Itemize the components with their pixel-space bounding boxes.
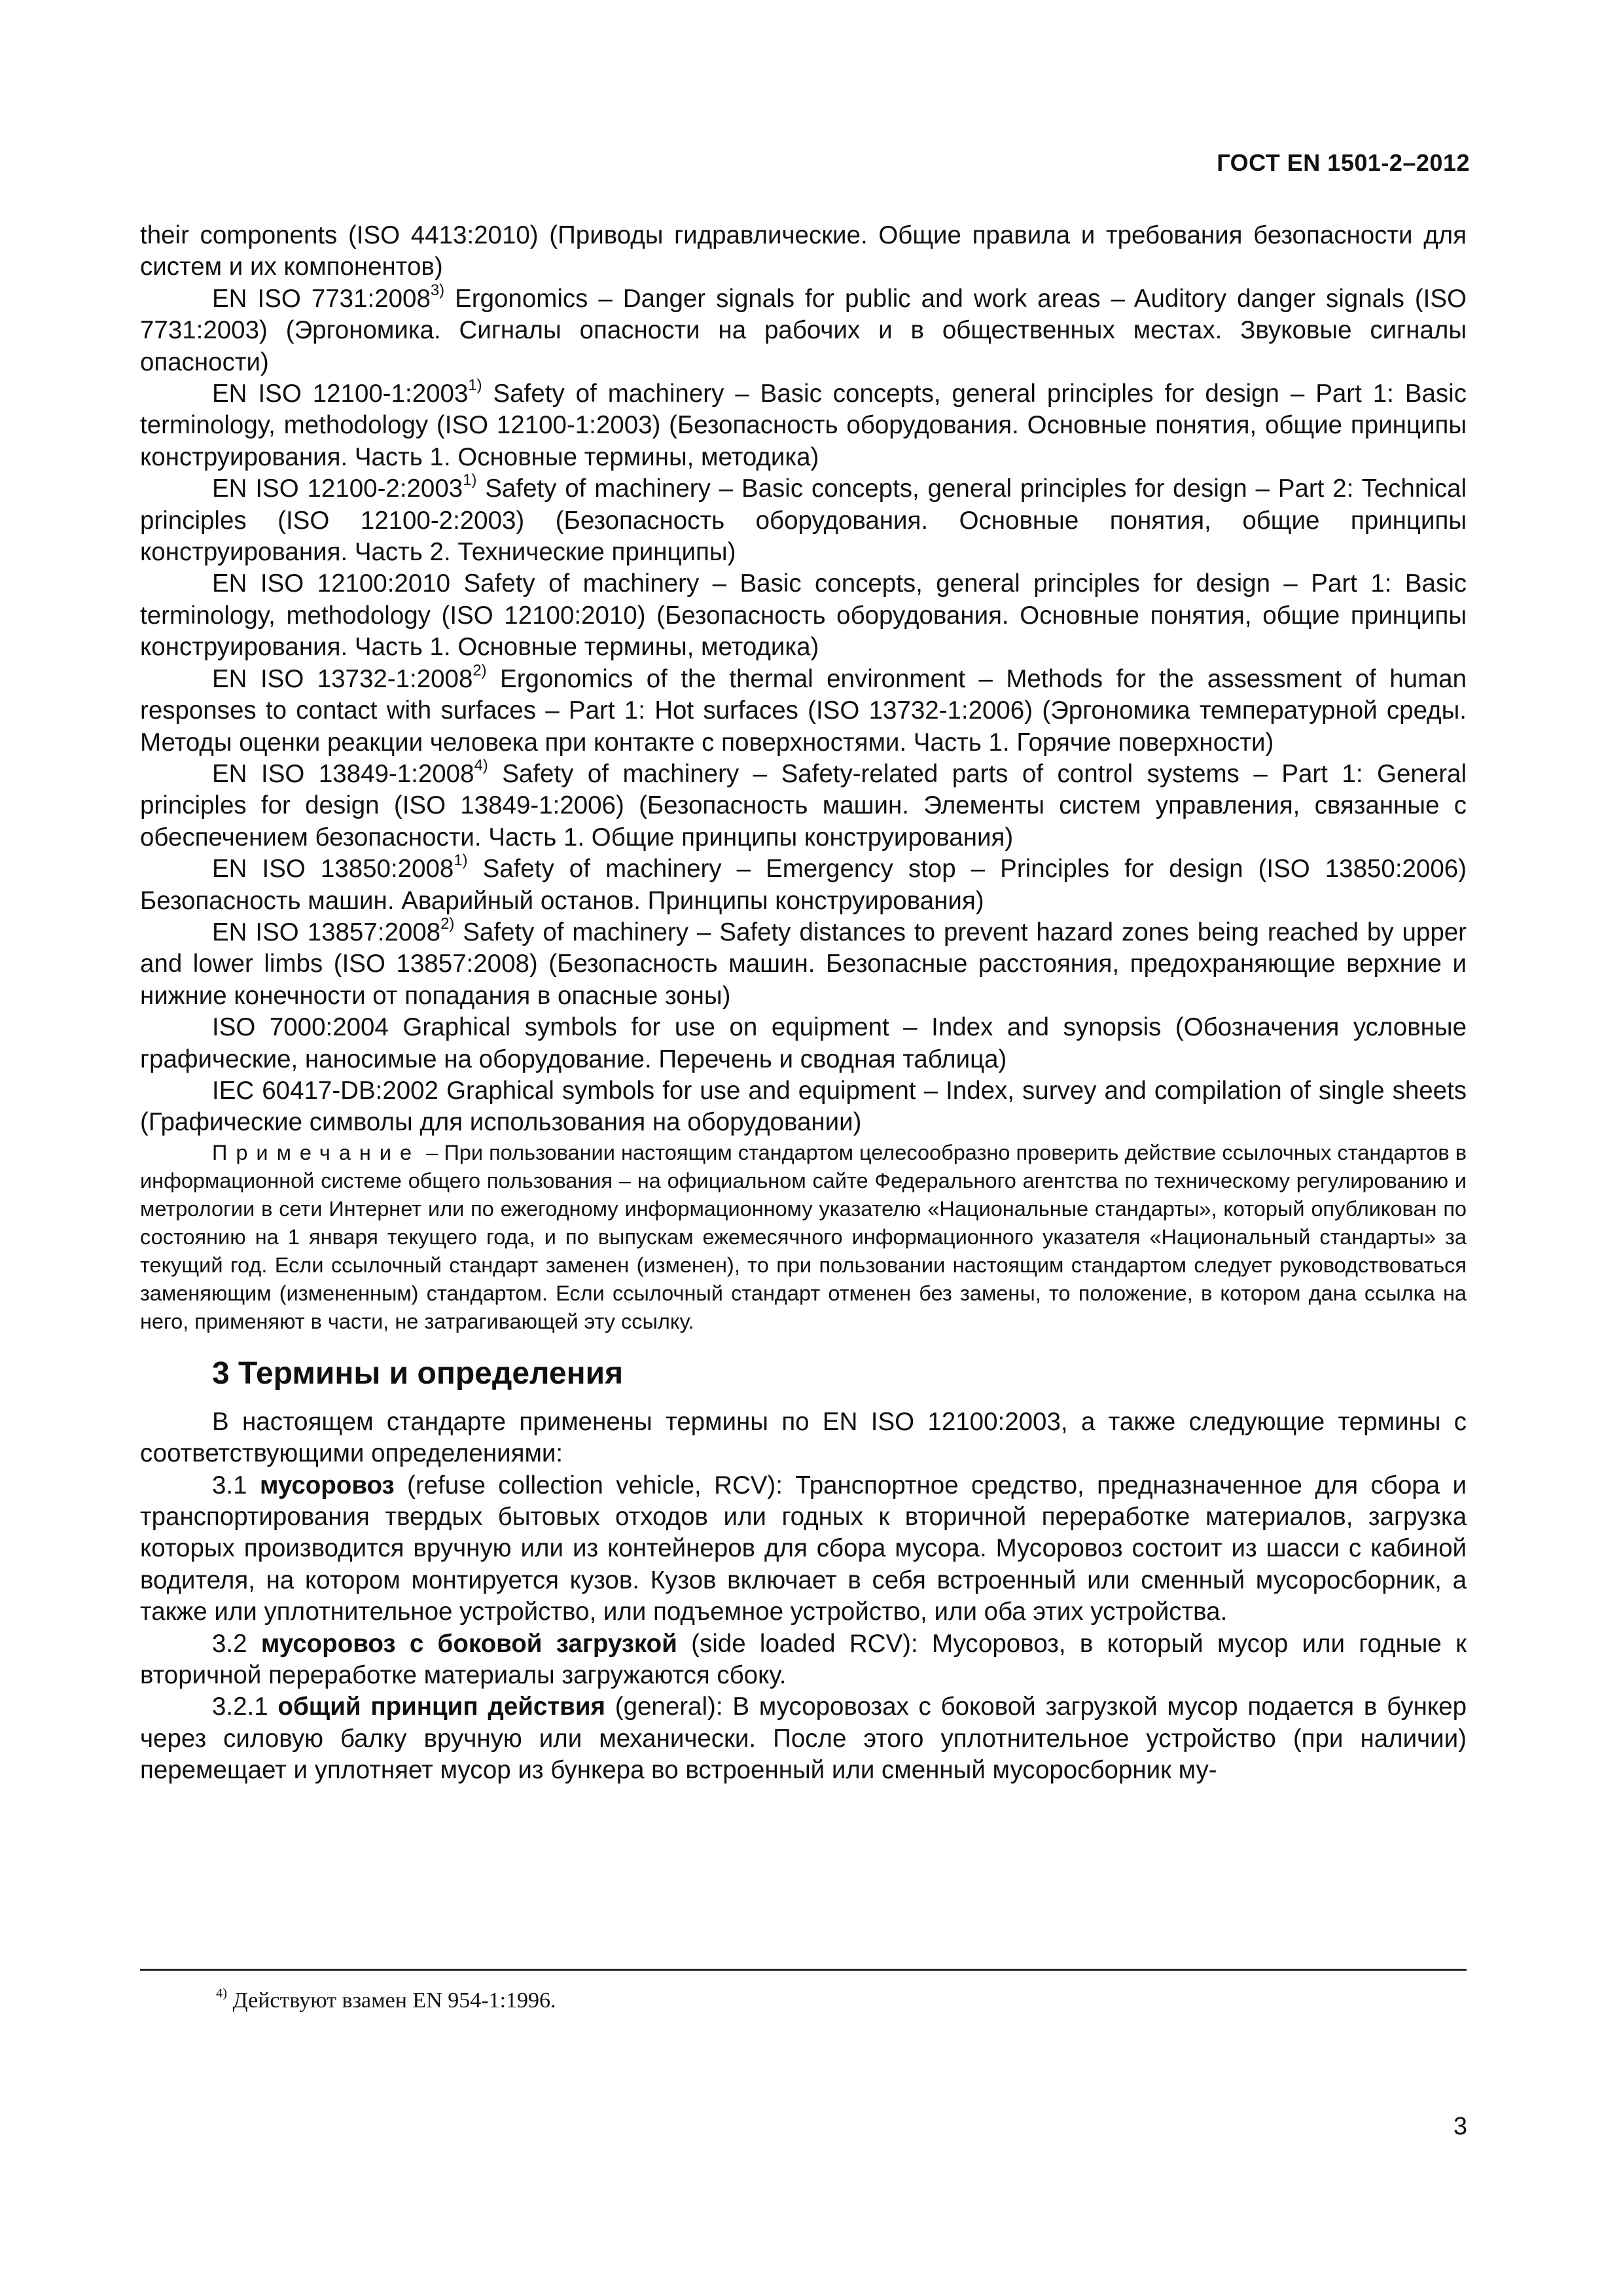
footnote-marker: 2): [440, 915, 455, 933]
reference-item: [140, 917, 1467, 1012]
term-definition: [140, 1691, 1467, 1786]
page-content: [140, 220, 1467, 1787]
reference-code: EN ISO 12100-1:2003: [212, 380, 469, 408]
reference-code: EN ISO 13732-1:2008: [212, 664, 473, 693]
note-paragraph: [140, 1139, 1467, 1336]
footnote-marker: 2): [473, 661, 487, 679]
note-text: – При пользовании настоящим стандартом целесообразно проверить действие ссылочных стандартов в информационной системе общего пользования – на официальном сайте Федерального агентства по техническому регулированию и метрологии в сети Интернет или по ежегодному информационному указателю «Национальные стандарты», который опубликован по состоянию на 1 января текущего года, и по выпускам ежемесячного информационного указателя «Национальный стандарты» за текущий год. Если ссылочный стандарт заменен (изменен), то при пользовании настоящим стандартом следует руководствоваться заменяющим (измененным) стандартом. Если ссылочный стандарт отменен без замены, то положение, в котором дана ссылка на него, применяют в части, не затрагивающей эту ссылку.: [140, 1140, 1467, 1333]
reference-code: EN ISO 13850:2008: [212, 855, 454, 884]
footnote-text: Действуют взамен EN 954-1:1996.: [227, 1988, 556, 2013]
page-number: 3: [1453, 2113, 1467, 2140]
reference-code: EN ISO 13849-1:2008: [212, 759, 474, 788]
reference-code: EN ISO 12100:2010: [212, 569, 451, 598]
section-heading: 3 Термины и определения: [212, 1355, 624, 1391]
term-number: 3.2.1: [212, 1693, 278, 1721]
footnote-marker: 3): [430, 281, 445, 299]
reference-text: Graphical symbols for use and equipment – Index, survey and compilation of single sheets (Графические символы для использования на оборудовании): [140, 1076, 1467, 1137]
footnote-marker: 4): [216, 1986, 227, 2001]
reference-text: Ergonomics of the thermal environment – Methods for the assessment of human responses to contact with surfaces – Part 1: Hot surfaces (ISO 13732-1:2006) (Эргономика температурной среды. Методы оценки реакции человека при контакте с поверхностями. Часть 1. Горячие поверхности): [140, 664, 1467, 757]
reference-item: [140, 283, 1467, 378]
reference-item: [140, 1012, 1467, 1075]
document-code-header: ГОСТ EN 1501-2–2012: [1217, 149, 1470, 176]
reference-code: EN ISO 12100-2:2003: [212, 475, 463, 503]
reference-text: Safety of machinery – Emergency stop – Principles for design (ISO 13850:2006) Безопасность машин. Аварийный останов. Принципы конструирования): [140, 855, 1467, 915]
reference-item: [140, 1075, 1467, 1139]
reference-item: [140, 568, 1467, 663]
footnote-marker: 1): [463, 471, 477, 490]
term-text: (general): В мусоровозах с боковой загрузкой мусор подается в бункер через силовую балку вручную или механически. После этого уплотнительное устройство (при наличии) перемещает и уплотняет мусор из бункера во встроенный или сменный мусоросборник му-: [140, 1693, 1467, 1785]
term-name: общий принцип действия: [277, 1693, 605, 1721]
term-name: мусоровоз: [259, 1471, 395, 1499]
footnote-marker: 1): [468, 376, 482, 395]
reference-text: Safety of machinery – Basic concepts, general principles for design – Part 2: Technical principles (ISO 12100-2:2003) (Безопасность оборудования. Основные понятия, общие принципы конструирования. Часть 2. Технические принципы): [140, 475, 1467, 567]
reference-text: Graphical symbols for use on equipment – Index and synopsis (Обозначения условные графические, наносимые на оборудование. Перечень и сводная таблица): [140, 1013, 1467, 1073]
term-number: 3.1: [212, 1471, 260, 1499]
reference-text: Safety of machinery – Basic concepts, general principles for design – Part 1: Basic terminology, methodology (ISO 12100:2010) (Безопасность оборудования. Основные понятия, общие принципы конструирования. Часть 1. Основные термины, методика): [140, 569, 1467, 662]
term-name: мусоровоз с боковой загрузкой: [260, 1629, 677, 1658]
footnote: [216, 1988, 556, 2013]
reference-item: [140, 853, 1467, 917]
reference-item: [140, 473, 1467, 568]
term-number: 3.2: [212, 1629, 261, 1658]
reference-code: ISO 7000:2004: [212, 1013, 389, 1042]
footnote-separator: [140, 1969, 1467, 1971]
term-text: (side loaded RCV): Мусоровоз, в который мусор или годные к вторичной переработке материалы загружаются сбоку.: [140, 1629, 1467, 1690]
term-text: (refuse collection vehicle, RCV): Транспортное средство, предназначенное для сбора и транспортирования твердых бытовых отходов или годных к вторичной переработке материалов, загрузка которых производится вручную или из контейнеров для сбора мусора. Мусоровоз состоит из шасси с кабиной водителя, на котором монтируется кузов. Кузов включает в себя встроенный или сменный мусоросборник, а также или уплотнительное устройство, или подъемное устройство, или оба этих устройства.: [140, 1471, 1467, 1626]
reference-code: IEC 60417-DB:2002: [212, 1076, 438, 1105]
term-definition: [140, 1470, 1467, 1628]
reference-continuation: their components (ISO 4413:2010) (Приводы гидравлические. Общие правила и требования безопасности для систем и их компонентов): [140, 221, 1467, 281]
note-label: Примечание: [212, 1140, 421, 1164]
reference-code: EN ISO 7731:2008: [212, 284, 431, 313]
reference-item: [140, 661, 1467, 759]
section-intro: В настоящем стандарте применены термины по EN ISO 12100:2003, а также следующие термины с соответствующими определениями:: [140, 1407, 1467, 1468]
reference-code: EN ISO 13857:2008: [212, 918, 441, 946]
reference-text: Ergonomics – Danger signals for public and work areas – Auditory danger signals (ISO 7731:2003) (Эргономика. Сигналы опасности на рабочих и в общественных местах. Звуковые сигналы опасности): [140, 284, 1467, 376]
footnote-marker: 1): [454, 852, 468, 870]
footnote-marker: 4): [474, 757, 488, 775]
term-definition: [140, 1628, 1467, 1692]
reference-text: Safety of machinery – Basic concepts, general principles for design – Part 1: Basic terminology, methodology (ISO 12100-1:2003) (Безопасность оборудования. Основные понятия, общие принципы конструирования. Часть 1. Основные термины, методика): [140, 380, 1467, 471]
reference-item: [140, 759, 1467, 853]
reference-text: Safety of machinery – Safety distances to prevent hazard zones being reached by upper and lower limbs (ISO 13857:2008) (Безопасность машин. Безопасные расстояния, предохраняющие верхние и нижние конечности от попадания в опасные зоны): [140, 918, 1467, 1010]
reference-text: Safety of machinery – Safety-related parts of control systems – Part 1: General principles for design (ISO 13849-1:2006) (Безопасность машин. Элементы систем управления, связанные с обеспечением безопасности. Часть 1. Общие принципы конструирования): [140, 759, 1467, 852]
reference-item: [140, 378, 1467, 473]
